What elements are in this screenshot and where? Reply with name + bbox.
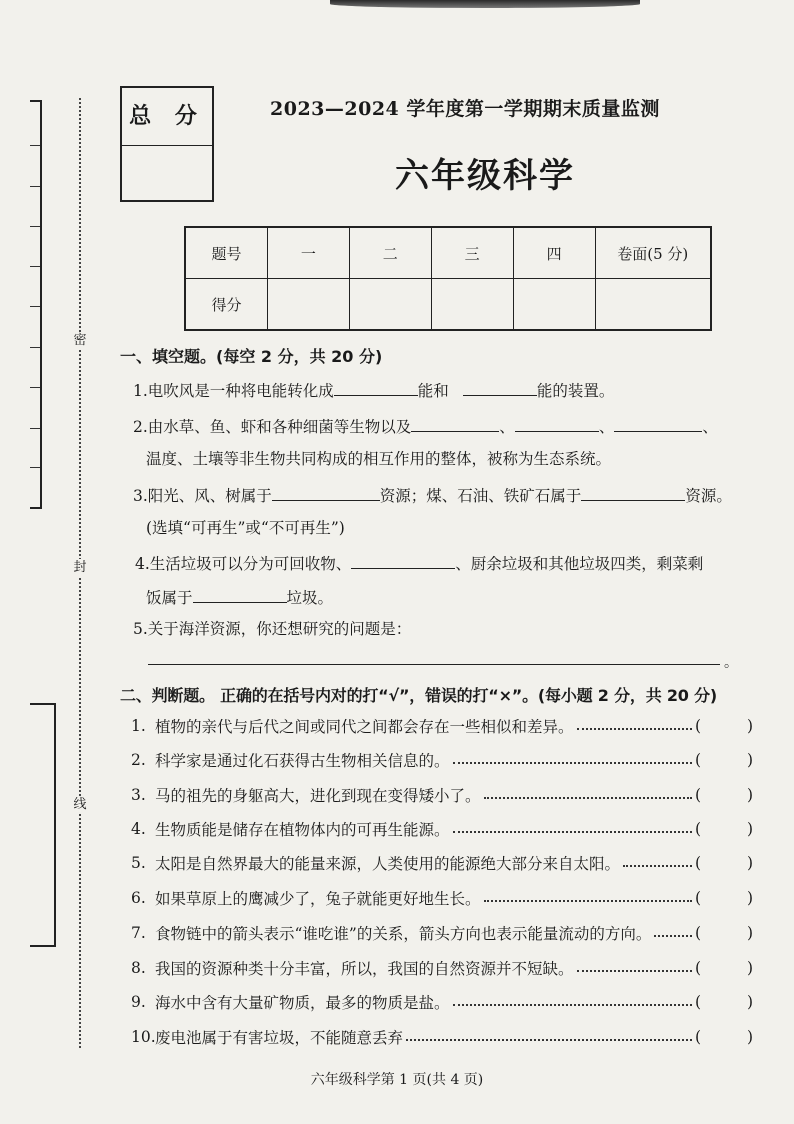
item-number: 2. <box>131 751 146 769</box>
leader-dots <box>406 1039 692 1041</box>
item-statement: 马的祖先的身躯高大，进化到现在变得矮小了。 <box>155 787 481 805</box>
q2-text-a: 2.由水草、鱼、虾和各种细菌等生物以及 <box>133 418 412 436</box>
score-table-cell: 题号 <box>185 227 267 279</box>
score-entry-cell[interactable] <box>431 279 513 331</box>
score-table-header-row <box>185 227 711 279</box>
leader-dots <box>453 762 692 764</box>
margin-tick <box>30 347 40 348</box>
paper-title: 六年级科学 <box>395 156 575 196</box>
question-3-hint: (选填“可再生”或“不可再生”) <box>146 519 345 537</box>
answer-blank[interactable] <box>515 413 599 432</box>
q4-text-b: 、厨余垃圾和其他垃圾四类，剩菜剩 <box>455 555 704 573</box>
q4-text-d: 垃圾。 <box>286 589 334 607</box>
paren-close: ) <box>746 717 753 735</box>
q4-text-c: 饭属于 <box>146 589 193 607</box>
paren-close: ) <box>746 820 753 838</box>
answer-blank[interactable] <box>463 377 537 396</box>
item-statement: 我国的资源种类十分丰富，所以，我国的自然资源并不短缺。 <box>155 960 574 978</box>
leader-dots <box>623 865 692 867</box>
paren-open: ( <box>695 854 702 872</box>
item-statement: 海水中含有大量矿物质，最多的物质是盐。 <box>155 994 450 1012</box>
margin-bracket-top <box>30 100 42 509</box>
item-number: 7. <box>131 924 146 942</box>
answer-parentheses[interactable] <box>695 924 753 942</box>
score-entry-cell[interactable] <box>595 279 711 331</box>
total-score-field[interactable] <box>122 146 212 200</box>
seal-char-feng: 封 <box>71 559 89 577</box>
paren-close: ) <box>746 889 753 907</box>
true-false-item <box>131 852 753 874</box>
exam-name: 2023—2024 学年度第一学期期末质量监测 <box>270 98 660 120</box>
score-entry-cell[interactable] <box>513 279 595 331</box>
item-number: 1. <box>131 717 146 735</box>
true-false-item <box>131 991 753 1013</box>
page-footer: 六年级科学第 1 页(共 4 页) <box>310 1072 484 1088</box>
score-table-cell: 得分 <box>185 279 267 331</box>
score-table-cell: 三 <box>431 227 513 279</box>
seal-char-xian: 线 <box>71 796 89 814</box>
paren-open: ( <box>695 924 702 942</box>
item-statement: 科学家是通过化石获得古生物相关信息的。 <box>155 752 450 770</box>
score-table <box>184 226 712 331</box>
answer-parentheses[interactable] <box>695 959 753 977</box>
item-statement: 如果草原上的鹰减少了，兔子就能更好地生长。 <box>155 890 481 908</box>
margin-tick <box>30 145 40 146</box>
question-5: 5.关于海洋资源，你还想研究的问题是： <box>133 620 412 638</box>
paren-open: ( <box>695 820 702 838</box>
item-number: 6. <box>131 889 146 907</box>
paren-open: ( <box>695 889 702 907</box>
margin-tick <box>30 387 40 388</box>
paren-close: ) <box>746 786 753 804</box>
margin-bracket-bottom <box>30 703 56 947</box>
question-1 <box>133 377 614 402</box>
score-table-score-row <box>185 279 711 331</box>
true-false-item <box>131 957 753 979</box>
item-number: 4. <box>131 820 146 838</box>
item-number: 3. <box>131 786 146 804</box>
leader-dots <box>577 728 692 730</box>
section-2-title: 二、判断题。 正确的在括号内对的打“√”，错误的打“×”。(每小题 2 分，共 20 分) <box>120 686 718 705</box>
answer-parentheses[interactable] <box>695 717 753 735</box>
q2-sep: 、 <box>598 418 615 436</box>
item-number: 10. <box>131 1028 156 1046</box>
true-false-item <box>131 818 753 840</box>
question-4-continued <box>146 584 333 609</box>
true-false-item <box>131 784 753 806</box>
margin-tick <box>30 467 40 468</box>
paren-open: ( <box>695 959 702 977</box>
margin-tick <box>30 266 40 267</box>
paren-open: ( <box>695 717 702 735</box>
q2-sep: 、 <box>702 418 718 436</box>
item-statement: 食物链中的箭头表示“谁吃谁”的关系，箭头方向也表示能量流动的方向。 <box>155 925 652 943</box>
paren-close: ) <box>746 751 753 769</box>
answer-blank[interactable] <box>581 482 685 501</box>
true-false-item <box>131 749 753 771</box>
scan-shadow <box>330 0 640 8</box>
answer-blank[interactable] <box>614 413 702 432</box>
leader-dots <box>484 900 692 902</box>
true-false-item <box>131 1026 753 1048</box>
answer-parentheses[interactable] <box>695 1028 753 1046</box>
score-table-cell: 卷面(5 分) <box>595 227 711 279</box>
true-false-item <box>131 887 753 909</box>
item-statement: 植物的亲代与后代之间或同代之间都会存在一些相似和差异。 <box>155 718 574 736</box>
answer-blank[interactable] <box>193 584 287 603</box>
answer-blank[interactable] <box>411 413 499 432</box>
answer-parentheses[interactable] <box>695 751 753 769</box>
item-statement: 废电池属于有害垃圾，不能随意丢弃 <box>155 1029 404 1047</box>
leader-dots <box>453 831 692 833</box>
seal-char-mi: 密 <box>71 332 89 350</box>
total-score-box <box>120 86 214 202</box>
paren-close: ) <box>746 1028 753 1046</box>
answer-blank[interactable] <box>351 550 455 569</box>
item-statement: 生物质能是储存在植物体内的可再生能源。 <box>155 821 450 839</box>
leader-dots <box>484 797 692 799</box>
q3-text-b: 资源；煤、石油、铁矿石属于 <box>379 487 582 505</box>
q1-text-b: 能和 <box>417 382 449 400</box>
paren-open: ( <box>695 786 702 804</box>
answer-parentheses[interactable] <box>695 889 753 907</box>
paren-open: ( <box>695 751 702 769</box>
score-entry-cell[interactable] <box>349 279 431 331</box>
paren-open: ( <box>695 1028 702 1046</box>
paren-close: ) <box>746 993 753 1011</box>
answer-parentheses[interactable] <box>695 786 753 804</box>
answer-parentheses[interactable] <box>695 820 753 838</box>
score-entry-cell[interactable] <box>267 279 349 331</box>
answer-parentheses[interactable] <box>695 993 753 1011</box>
answer-blank[interactable] <box>272 482 380 501</box>
item-number: 8. <box>131 959 146 977</box>
question-4 <box>135 550 703 575</box>
question-3 <box>133 482 732 507</box>
answer-blank[interactable] <box>334 377 418 396</box>
q1-text-a: 1.电吹风是一种将电能转化成 <box>133 382 334 400</box>
paren-open: ( <box>695 993 702 1011</box>
section-1-title: 一、填空题。(每空 2 分，共 20 分) <box>120 347 383 366</box>
q1-text-c: 能的装置。 <box>536 382 615 400</box>
item-number: 5. <box>131 854 146 872</box>
true-false-item <box>131 715 753 737</box>
margin-tick <box>30 306 40 307</box>
q2-sep: 、 <box>499 418 515 436</box>
question-2-continued: 温度、土壤等非生物共同构成的相互作用的整体，被称为生态系统。 <box>146 450 612 468</box>
item-number: 9. <box>131 993 146 1011</box>
question-5-end: 。 <box>724 655 738 671</box>
margin-tick <box>30 186 40 187</box>
q3-text-a: 3.阳光、风、树属于 <box>133 487 272 505</box>
paren-close: ) <box>746 959 753 977</box>
leader-dots <box>453 1004 692 1006</box>
total-score-label: 总 分 <box>122 88 212 146</box>
score-table-cell: 一 <box>267 227 349 279</box>
true-false-item <box>131 922 753 944</box>
score-table-cell: 二 <box>349 227 431 279</box>
q3-text-c: 资源。 <box>685 487 732 505</box>
paren-close: ) <box>746 924 753 942</box>
paren-close: ) <box>746 854 753 872</box>
margin-tick <box>30 428 40 429</box>
question-2 <box>133 413 718 438</box>
q4-text-a: 4.生活垃圾可以分为可回收物、 <box>135 555 352 573</box>
margin-tick <box>30 226 40 227</box>
score-table-cell: 四 <box>513 227 595 279</box>
leader-dots <box>577 970 692 972</box>
leader-dots <box>654 935 692 937</box>
item-statement: 太阳是自然界最大的能量来源，人类使用的能源绝大部分来自太阳。 <box>155 855 621 873</box>
answer-parentheses[interactable] <box>695 854 753 872</box>
question-5-answer-line[interactable] <box>148 664 720 665</box>
